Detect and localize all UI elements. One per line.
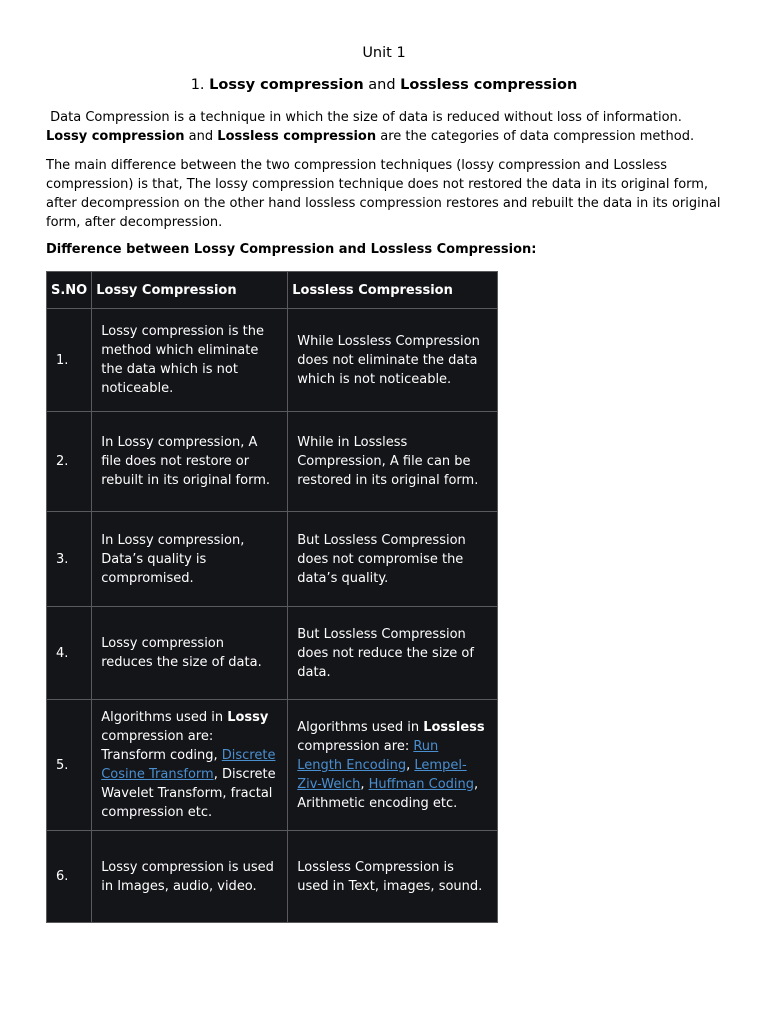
cell-lossless: While in Lossless Compression, A file can be restored in its original form. <box>288 412 498 512</box>
cell-lossy: Lossy compression reduces the size of data. <box>92 607 288 700</box>
table-row <box>47 831 498 923</box>
table-row <box>47 607 498 700</box>
intro-paragraph-1 <box>46 108 722 146</box>
link-lempel-ziv-welch[interactable]: Lempel-Ziv-Welch <box>297 757 467 792</box>
cell-lossy: In Lossy compression, Data’s quality is compromised. <box>92 512 288 607</box>
table-row <box>47 700 498 831</box>
section-heading <box>0 77 768 93</box>
cell-lossless: But Lossless Compression does not reduce the size of data. <box>288 607 498 700</box>
lossy-algo-pre: Algorithms used in <box>101 710 224 725</box>
intro-bold-lossless: Lossless compression <box>217 129 377 144</box>
header-lossy: Lossy Compression <box>92 272 288 309</box>
lossless-algo-mid: compression are: <box>297 738 410 754</box>
cell-sno: 6. <box>47 831 92 923</box>
intro-text-e: are the categories of data compression method. <box>380 129 695 144</box>
cell-lossless: While Lossless Compression does not eliminate the data which is not noticeable. <box>288 309 498 412</box>
table-row <box>47 412 498 512</box>
cell-lossy: Lossy compression is used in Images, audio, video. <box>92 831 288 923</box>
heading-lossless: Lossless compression <box>400 77 578 93</box>
comparison-table <box>46 271 498 923</box>
cell-sno: 5. <box>47 700 92 831</box>
cell-sno: 3. <box>47 512 92 607</box>
cell-lossless: Lossless Compression is used in Text, images, sound. <box>288 831 498 923</box>
link-run-length-encoding[interactable]: Run Length Encoding <box>297 738 439 773</box>
lossy-algo-bold: Lossy <box>227 710 269 725</box>
cell-sno: 1. <box>47 309 92 412</box>
cell-sno: 2. <box>47 412 92 512</box>
cell-sno: 4. <box>47 607 92 700</box>
header-lossless: Lossless Compression <box>288 272 498 309</box>
lossless-sep-2: , <box>360 776 365 792</box>
cell-lossy: In Lossy compression, A file does not restore or rebuilt in its original form. <box>92 412 288 512</box>
heading-and: and <box>368 77 396 93</box>
header-sno: S.NO <box>47 272 92 309</box>
lossless-sep-1: , <box>406 757 411 773</box>
table-row <box>47 309 498 412</box>
cell-lossless: But Lossless Compression does not compromise the data’s quality. <box>288 512 498 607</box>
heading-lossy: Lossy compression <box>209 77 364 93</box>
intro-text-a: Data Compression is a technique in which the size of data is reduced without loss of information. <box>50 110 682 125</box>
intro-text-and: and <box>188 129 214 144</box>
difference-title: Difference between Lossy Compression and Lossless Compression: <box>46 242 537 257</box>
cell-lossy <box>92 700 288 831</box>
lossless-algo-pre: Algorithms used in <box>297 719 420 735</box>
link-huffman-coding[interactable]: Huffman Coding <box>368 776 474 792</box>
link-discrete-cosine-transform[interactable]: Discrete Cosine Transform <box>101 748 276 782</box>
lossy-algo-post: , Discrete Wavelet Transform, fractal compression etc. <box>101 767 276 820</box>
intro-bold-lossy: Lossy compression <box>46 129 185 144</box>
table-row <box>47 512 498 607</box>
heading-number: 1. <box>190 77 205 93</box>
cell-lossless <box>288 700 498 831</box>
lossy-algo-mid: compression are: Transform coding, <box>101 729 218 763</box>
cell-lossy: Lossy compression is the method which eliminate the data which is not noticeable. <box>92 309 288 412</box>
table-header-row <box>47 272 498 309</box>
intro-paragraph-2: The main difference between the two compression techniques (lossy compression and Lossless compression) is that, The lossy compression technique does not restored the data in its original form, after decompression on the other hand lossless compression restores and rebuilt the data in its original form, after decompression. <box>46 158 721 230</box>
lossless-algo-post: , Arithmetic encoding etc. <box>297 776 479 811</box>
lossless-algo-bold: Lossless <box>423 719 485 735</box>
unit-title: Unit 1 <box>362 45 406 61</box>
